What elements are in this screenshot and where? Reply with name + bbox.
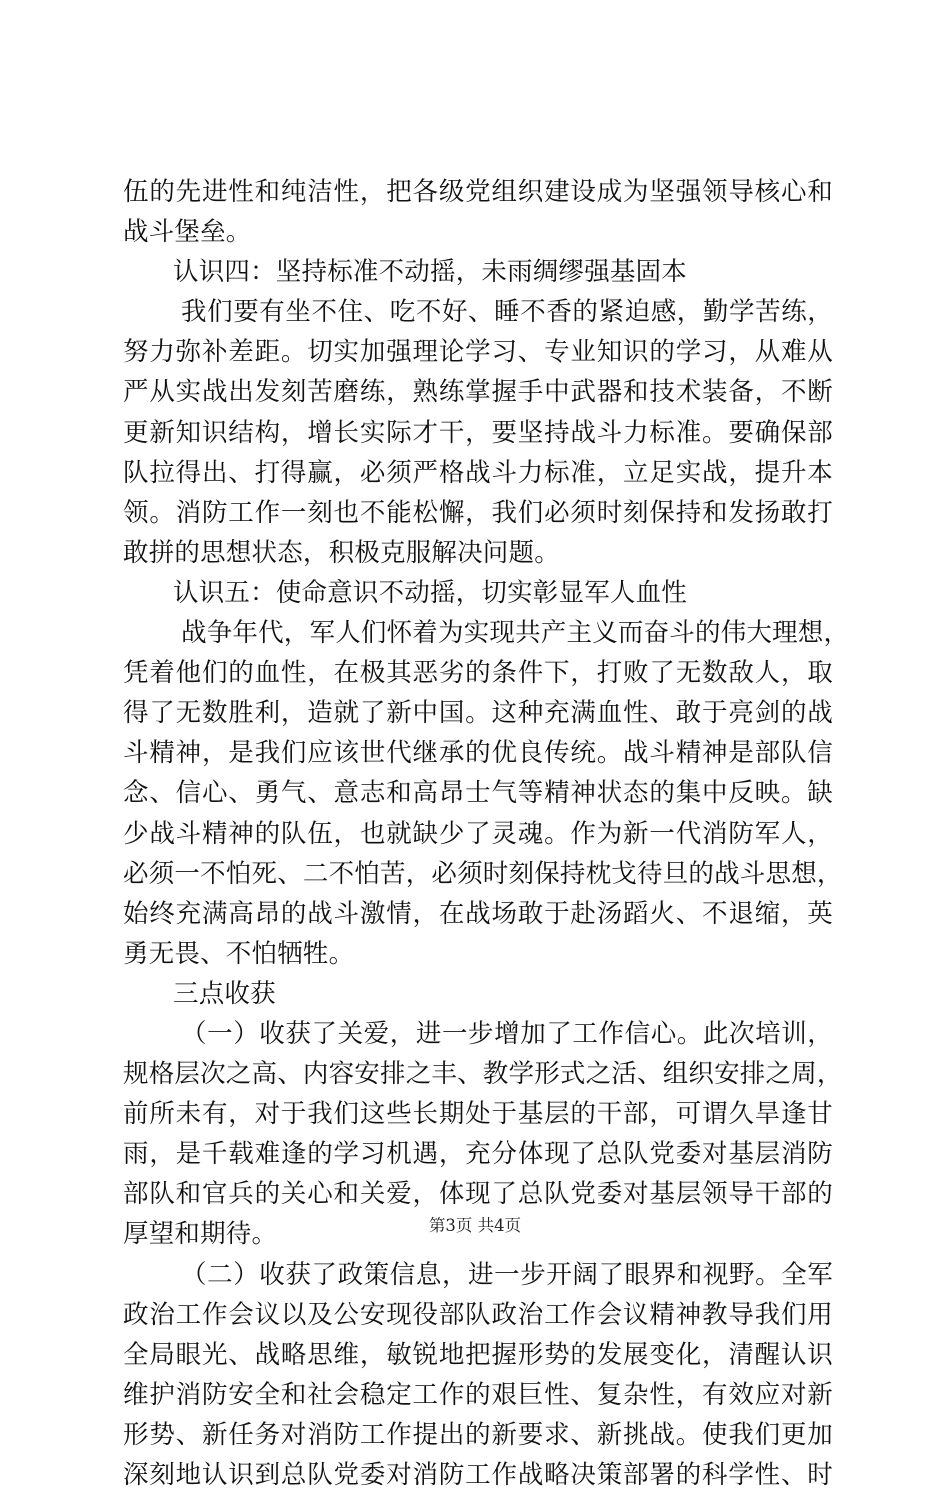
- paragraph-line: 雨，是千载难逢的学习机遇，充分体现了总队党委对基层消防: [123, 1139, 833, 1170]
- paragraph-line: 始终充满高昂的战斗激情，在战场敢于赴汤蹈火、不退缩，英: [123, 898, 833, 929]
- paragraph-line: 维护消防安全和社会稳定工作的艰巨性、复杂性，有效应对新: [123, 1379, 833, 1410]
- paragraph-line: 努力弥补差距。切实加强理论学习、专业知识的学习，从难从: [123, 337, 833, 368]
- paragraph-line: 政治工作会议以及公安现役部队政治工作会议精神教导我们用: [123, 1299, 833, 1330]
- paragraph-line: 规格层次之高、内容安排之丰、教学形式之活、组织安排之周，: [123, 1059, 843, 1090]
- paragraph-line: 凭着他们的血性，在极其恶劣的条件下，打败了无数敌人，取: [123, 658, 833, 689]
- paragraph-line: 勇无畏、不怕牺牲。: [123, 938, 355, 969]
- paragraph-line: 严从实战出发刻苦磨练，熟练掌握手中武器和技术装备，不断: [123, 377, 833, 408]
- paragraph-line: 念、信心、勇气、意志和高昂士气等精神状态的集中反映。缺: [123, 778, 833, 809]
- paragraph-line: 战争年代，军人们怀着为实现共产主义而奋斗的伟大理想，: [181, 618, 850, 649]
- paragraph-line: 必须一不怕死、二不怕苦，必须时刻保持枕戈待旦的战斗思想，: [123, 858, 843, 889]
- paragraph-line: 我们要有坐不住、吃不好、睡不香的紧迫感，勤学苦练，: [181, 297, 833, 328]
- paragraph-line: 全局眼光、战略思维，敏锐地把握形势的发展变化，清醒认识: [123, 1339, 833, 1370]
- paragraph-line: 战斗堡垒。: [123, 217, 252, 248]
- section-heading: 认识四：坚持标准不动摇，未雨绸缪强基固本: [173, 257, 688, 288]
- page-number: 第3页 共4页: [428, 1216, 522, 1235]
- paragraph-line: （二）收获了政策信息，进一步开阔了眼界和视野。全军: [181, 1259, 833, 1290]
- paragraph-line: 深刻地认识到总队党委对消防工作战略决策部署的科学性、时: [123, 1460, 833, 1490]
- paragraph-line: 少战斗精神的队伍，也就缺少了灵魂。作为新一代消防军人，: [123, 818, 833, 849]
- paragraph-line: 部队和官兵的关心和关爱，体现了总队党委对基层领导干部的: [123, 1179, 833, 1210]
- paragraph-line: 更新知识结构，增长实际才干，要坚持战斗力标准。要确保部: [123, 417, 833, 448]
- document-body: [123, 172, 850, 1495]
- paragraph-line: 队拉得出、打得赢，必须严格战斗力标准，立足实战，提升本: [123, 457, 833, 488]
- paragraph-line: 领。消防工作一刻也不能松懈，我们必须时刻保持和发扬敢打: [123, 497, 833, 528]
- section-heading: 三点收获: [173, 978, 276, 1009]
- paragraph-line: 厚望和期待。: [123, 1219, 278, 1250]
- paragraph-line: 形势、新任务对消防工作提出的新要求、新挑战。使我们更加: [123, 1419, 833, 1450]
- paragraph-line: （一）收获了关爱，进一步增加了工作信心。此次培训，: [181, 1018, 833, 1049]
- section-heading: 认识五：使命意识不动摇，切实彰显军人血性: [173, 577, 688, 608]
- paragraph-line: 敢拼的思想状态，积极克服解决问题。: [123, 537, 560, 568]
- paragraph-line: 伍的先进性和纯洁性，把各级党组织建设成为坚强领导核心和: [123, 177, 833, 207]
- paragraph-line: 得了无数胜利，造就了新中国。这种充满血性、敢于亮剑的战: [123, 698, 833, 729]
- paragraph-line: 斗精神，是我们应该世代继承的优良传统。战斗精神是部队信: [123, 738, 833, 769]
- paragraph-line: 前所未有，对于我们这些长期处于基层的干部，可谓久旱逢甘: [123, 1099, 833, 1130]
